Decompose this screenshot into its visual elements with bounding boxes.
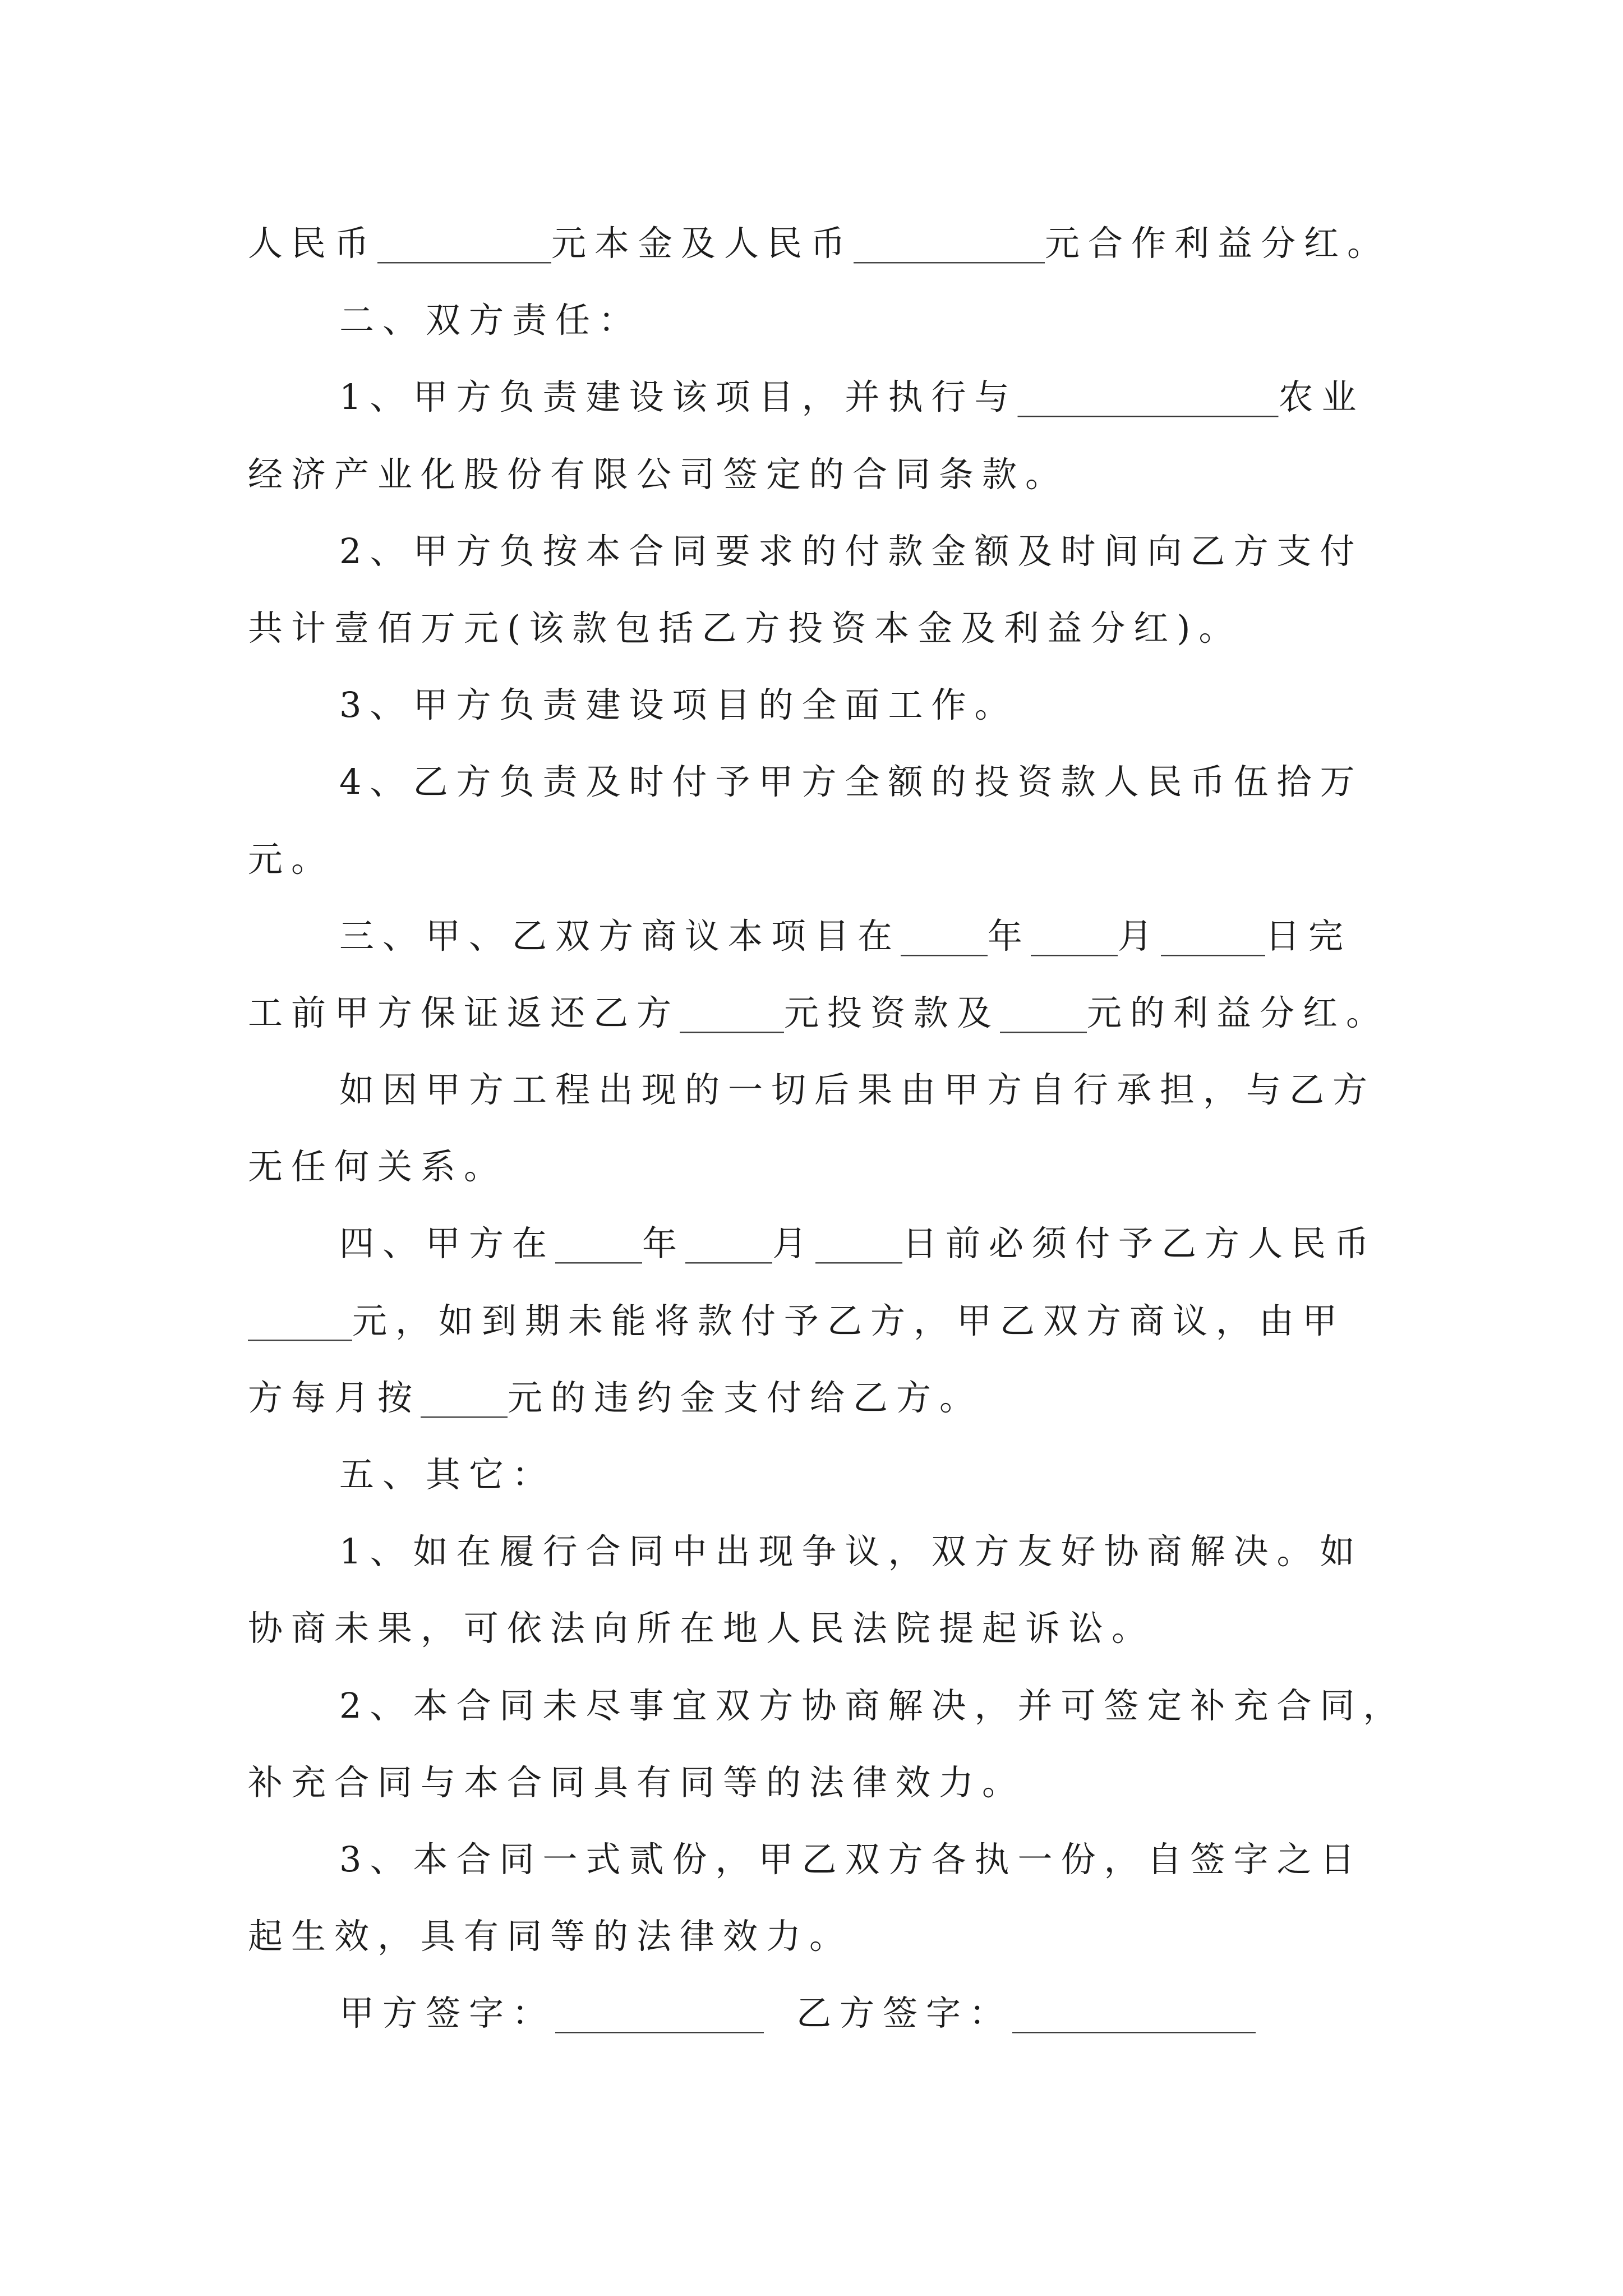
- paragraph-line: 如因甲方工程出现的一切后果由甲方自行承担，与乙方: [339, 1069, 1376, 1111]
- party-a-signature-blank: ____________: [555, 1993, 764, 2034]
- section-heading-other: [248, 1436, 1482, 1513]
- paragraph-line: 方每月按_____元的违约金支付给乙方。: [248, 1377, 983, 1418]
- paragraph-line: 3、本合同一式贰份，甲乙双方各执一份，自签字之日: [339, 1838, 1363, 1880]
- paragraph-line: 四、甲方在_____年_____月_____日前必须付予乙方人民币: [339, 1223, 1378, 1264]
- payment-summary-paragraph: [248, 205, 1482, 282]
- blank-field: _____: [421, 1377, 508, 1418]
- blank-field: ______: [248, 1300, 352, 1341]
- paragraph-line: 3、甲方负责建设项目的全面工作。: [339, 684, 1018, 726]
- blank-field: ______: [1161, 915, 1266, 956]
- paragraph-line: 1、如在履行合同中出现争议，双方友好协商解决。如: [339, 1531, 1363, 1572]
- liability-paragraph: [248, 1051, 1482, 1205]
- party-a-signature-label: 甲方签字：: [339, 1993, 556, 2034]
- clause-party-b-investment: [248, 743, 1482, 897]
- blank-field: __________: [377, 223, 552, 264]
- paragraph-line: 三、甲、乙双方商议本项目在_____年_____月______日完: [339, 915, 1352, 956]
- paragraph-line: 2、甲方负按本合同要求的付款金额及时间向乙方支付: [339, 530, 1363, 572]
- paragraph-line: 无任何关系。: [248, 1146, 508, 1188]
- paragraph-line: 补充合同与本合同具有同等的法律效力。: [248, 1761, 1026, 1803]
- party-b-signature-label: 乙方签字：: [796, 1993, 1013, 2034]
- paragraph-line: 协商未果，可依法向所在地人民法院提起诉讼。: [248, 1608, 1155, 1649]
- paragraph-line: 2、本合同未尽事宜双方协商解决，并可签定补充合同，: [339, 1685, 1407, 1726]
- blank-field: ______: [680, 992, 785, 1033]
- blank-field: _____: [555, 1223, 643, 1264]
- paragraph-line: 1、甲方负责建设该项目，并执行与_______________农业: [339, 376, 1365, 418]
- clause-copies-effectiveness: [248, 1821, 1482, 1975]
- paragraph-line: ______元，如到期未能将款付予乙方，甲乙双方商议，由甲: [248, 1300, 1346, 1341]
- blank-field: _____: [1031, 915, 1118, 956]
- section-payment-deadline: [248, 1205, 1482, 1436]
- contract-body: [248, 205, 1482, 2052]
- blank-field: _____: [901, 915, 988, 956]
- section-heading: 五、其它：: [339, 1454, 556, 1495]
- section-completion-repayment: [248, 898, 1482, 1051]
- blank-field: _____: [685, 1223, 773, 1264]
- paragraph-line: 4、乙方负责及时付予甲方全额的投资款人民币伍拾万: [339, 761, 1363, 803]
- clause-supplementary-contract: [248, 1667, 1482, 1821]
- blank-field: _____: [815, 1223, 903, 1264]
- paragraph-line: 人民币__________元本金及人民币___________元合作利益分红。: [248, 223, 1391, 264]
- blank-field: ___________: [854, 223, 1045, 264]
- paragraph-line: 起生效，具有同等的法律效力。: [248, 1916, 853, 1957]
- section-heading: 二、双方责任：: [339, 300, 642, 341]
- paragraph-line: 经济产业化股份有限公司签定的合同条款。: [248, 453, 1069, 495]
- paragraph-line: 共计壹佰万元(该款包括乙方投资本金及利益分红)。: [248, 607, 1242, 648]
- clause-party-a-payment: [248, 513, 1482, 666]
- blank-field: _______________: [1017, 376, 1279, 418]
- blank-field: _____: [1000, 992, 1087, 1033]
- paragraph-line: 元。: [248, 838, 335, 880]
- clause-dispute-resolution: [248, 1513, 1482, 1667]
- party-b-signature-blank: ______________: [1012, 1993, 1256, 2034]
- clause-party-a-overall-work: [248, 666, 1482, 743]
- signature-row: [248, 1975, 1482, 2051]
- clause-party-a-construction: [248, 358, 1482, 512]
- section-heading-responsibilities: [248, 282, 1482, 358]
- paragraph-line: 工前甲方保证返还乙方______元投资款及_____元的利益分红。: [248, 992, 1390, 1033]
